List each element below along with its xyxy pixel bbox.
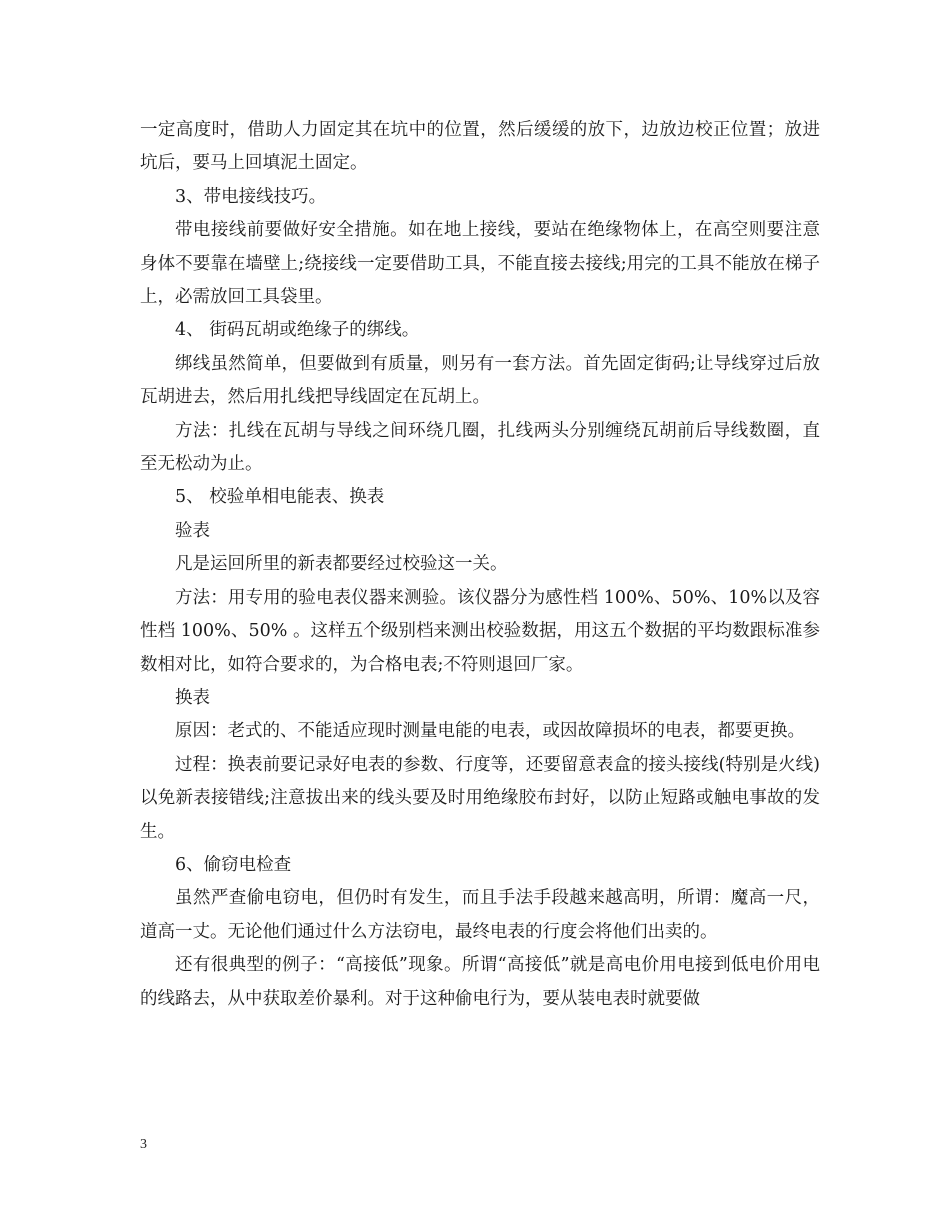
heading-6-theft-check: 6、偷窃电检查 (175, 854, 292, 875)
subheading-meter-replace: 换表 (175, 687, 210, 708)
paragraph-13: 过程：换表前要记录好电表的参数、行度等，还要留意表盒的接头接线(特别是火线)以免新表接错线;注意拔出来的线头要及时用绝缘胶布封好，以防止短路或触电事故的发生。 (140, 754, 820, 842)
page-number: 3 (140, 1137, 147, 1152)
paragraph-10: 方法：用专用的验电表仪器来测验。该仪器分为感性档 100%、50%、10%以及容性档 100%、50% 。这样五个级别档来测出校验数据，用这五个数据的平均数跟标准参数相对比，如符合要求的，为合格电表;不符则退回厂家。 (140, 587, 820, 675)
subheading-meter-test: 验表 (175, 520, 210, 541)
paragraph-15: 虽然严查偷电窃电，但仍时有发生，而且手法手段越来越高明，所谓：魔高一尺，道高一丈。无论他们通过什么方法窃电，最终电表的行度会将他们出卖的。 (140, 888, 820, 942)
paragraph-12: 原因：老式的、不能适应现时测量电能的电表，或因故障损坏的电表，都要更换。 (175, 721, 805, 742)
page-body (140, 114, 820, 1016)
paragraph-5: 绑线虽然简单，但要做到有质量，则另有一套方法。首先固定街码;让导线穿过后放瓦胡进去，然后用扎线把导线固定在瓦胡上。 (140, 353, 820, 408)
heading-4-binding-wire: 4、 街码瓦胡或绝缘子的绑线。 (175, 320, 420, 341)
paragraph-1: 一定高度时，借助人力固定其在坑中的位置，然后缓缓的放下，边放边校正位置；放进坑后，要马上回填泥土固定。 (140, 120, 820, 174)
paragraph-3: 带电接线前要做好安全措施。如在地上接线，要站在绝缘物体上，在高空则要注意身体不要靠在墙壁上;绕接线一定要借助工具，不能直接去接线;用完的工具不能放在梯子上，必需放回工具袋里。 (140, 220, 820, 308)
heading-5-meter-check: 5、 校验单相电能表、换表 (175, 487, 385, 508)
paragraph-16: 还有很典型的例子：“高接低”现象。所谓“高接低”就是高电价用电接到低电价用电的线路去，从中获取差价暴利。对于这种偷电行为，要从装电表时就要做 (140, 955, 820, 1009)
heading-3-live-wiring: 3、带电接线技巧。 (175, 186, 327, 207)
paragraph-9: 凡是运回所里的新表都要经过校验这一关。 (175, 554, 508, 575)
paragraph-6: 方法：扎线在瓦胡与导线之间环绕几圈，扎线两头分别缠绕瓦胡前后导线数圈，直至无松动为止。 (140, 420, 820, 475)
